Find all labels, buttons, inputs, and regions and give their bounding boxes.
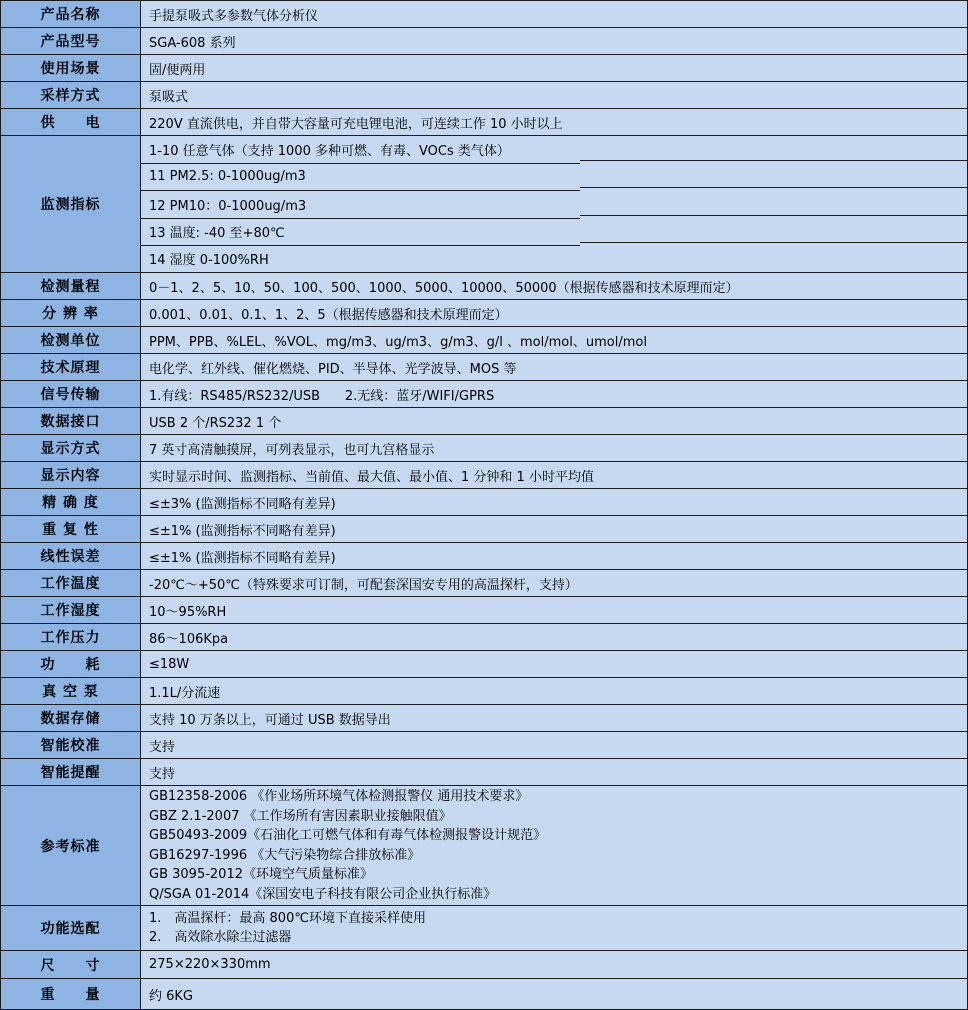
spec-row-detection-unit <box>1 327 967 354</box>
spec-row-resolution <box>1 300 967 327</box>
spec-label: 参考标准 <box>1 786 141 905</box>
spec-label: 精 确 度 <box>1 489 141 515</box>
spec-value: ≤±1% (监测指标不同略有差异) <box>141 543 967 569</box>
option-item: 1. 高温探杆：最高 800℃环境下直接采样使用 <box>149 910 426 926</box>
spec-row-repeatability <box>1 516 967 543</box>
spec-label: 显示内容 <box>1 462 141 488</box>
spec-row-smart-calibration <box>1 732 967 759</box>
spec-row-operating-pressure <box>1 624 967 651</box>
spec-row-linearity-error <box>1 543 967 570</box>
spec-label: 重 复 性 <box>1 516 141 542</box>
spec-label: 监测指标 <box>1 136 141 272</box>
spec-label: 分 辨 率 <box>1 300 141 326</box>
spec-value: 0－1、2、5、10、50、100、500、1000、5000、10000、50000（根据传感器和技术原理而定） <box>141 273 967 299</box>
spec-value: 1.有线：RS485/RS232/USB 2.无线：蓝牙/WIFI/GPRS <box>141 381 967 407</box>
monitoring-item: 11 PM2.5: 0-1000ug/m3 <box>141 163 967 190</box>
spec-value: 支持 <box>141 732 967 758</box>
standard-item: GB16297-1996 《大气污染物综合排放标准》 <box>149 847 421 863</box>
spec-label: 智能校准 <box>1 732 141 758</box>
spec-label: 供 电 <box>1 109 141 135</box>
spec-value: 实时显示时间、监测指标、当前值、最大值、最小值、1 分钟和 1 小时平均值 <box>141 462 967 488</box>
spec-value: 86～106Kpa <box>141 624 967 650</box>
spec-row-vacuum-pump <box>1 678 967 705</box>
spec-row-signal-transmission <box>1 381 967 408</box>
spec-label: 检测单位 <box>1 327 141 353</box>
spec-row-sampling-method <box>1 82 967 109</box>
monitoring-item: 1-10 任意气体（支持 1000 多种可燃、有毒、VOCs 类气体） <box>141 136 967 163</box>
spec-value: USB 2 个/RS232 1 个 <box>141 408 967 434</box>
spec-label: 功 耗 <box>1 651 141 677</box>
standards-list <box>141 786 967 905</box>
spec-value: ≤±3% (监测指标不同略有差异) <box>141 489 967 515</box>
standard-item: GBZ 2.1-2007 《工作场所有害因素职业接触限值》 <box>149 808 452 824</box>
monitoring-item: 12 PM10：0-1000ug/m3 <box>141 190 967 217</box>
spec-label: 智能提醒 <box>1 759 141 785</box>
spec-value: 275×220×330mm <box>141 951 967 978</box>
spec-row-monitoring-indicators <box>1 136 967 273</box>
spec-value: 220V 直流供电，并自带大容量可充电锂电池，可连续工作 10 小时以上 <box>141 109 967 135</box>
spec-label: 工作压力 <box>1 624 141 650</box>
spec-row-product-model <box>1 28 967 55</box>
standard-item: Q/SGA 01-2014《深国安电子科技有限公司企业执行标准》 <box>149 886 497 902</box>
spec-label: 尺 寸 <box>1 951 141 978</box>
spec-label: 显示方式 <box>1 435 141 461</box>
spec-value: 电化学、红外线、催化燃烧、PID、半导体、光学波导、MOS 等 <box>141 354 967 380</box>
spec-label: 数据存储 <box>1 705 141 731</box>
spec-value: -20℃～+50℃（特殊要求可订制，可配套深国安专用的高温探杆，支持） <box>141 570 967 596</box>
options-list <box>141 906 967 950</box>
spec-row-usage-scenario <box>1 55 967 82</box>
monitoring-item: 13 温度: -40 至+80℃ <box>141 218 967 245</box>
spec-row-accuracy <box>1 489 967 516</box>
spec-value: 10～95%RH <box>141 597 967 623</box>
monitoring-subrows <box>141 136 967 272</box>
spec-value: 手提泵吸式多参数气体分析仪 <box>141 1 967 27</box>
spec-label: 工作湿度 <box>1 597 141 623</box>
spec-row-display-content <box>1 462 967 489</box>
spec-row-reference-standards <box>1 786 967 906</box>
spec-value: ≤18W <box>141 651 967 677</box>
spec-value: 7 英寸高清触摸屏，可列表显示，也可九宫格显示 <box>141 435 967 461</box>
spec-label: 使用场景 <box>1 55 141 81</box>
standard-item: GB12358-2006 《作业场所环境气体检测报警仪 通用技术要求》 <box>149 789 529 804</box>
spec-row-dimensions <box>1 951 967 979</box>
spec-row-detection-range <box>1 273 967 300</box>
spec-row-operating-humidity <box>1 597 967 624</box>
spec-value: 泵吸式 <box>141 82 967 108</box>
spec-label: 线性误差 <box>1 543 141 569</box>
spec-value: 支持 10 万条以上，可通过 USB 数据导出 <box>141 705 967 731</box>
spec-row-technical-principle <box>1 354 967 381</box>
spec-value: SGA-608 系列 <box>141 28 967 54</box>
standard-item: GB 3095-2012《环境空气质量标准》 <box>149 867 373 882</box>
monitoring-item: 14 湿度 0-100%RH <box>149 252 269 268</box>
spec-label: 技术原理 <box>1 354 141 380</box>
spec-row-operating-temperature <box>1 570 967 597</box>
spec-value: 约 6KG <box>141 979 967 1009</box>
spec-row-power-supply <box>1 109 967 136</box>
spec-label: 检测量程 <box>1 273 141 299</box>
spec-row-smart-reminder <box>1 759 967 786</box>
spec-label: 信号传输 <box>1 381 141 407</box>
spec-label: 工作温度 <box>1 570 141 596</box>
spec-label: 重 量 <box>1 979 141 1009</box>
spec-value: 1.1L/分流速 <box>141 678 967 704</box>
spec-label: 功能选配 <box>1 906 141 950</box>
spec-value: 固/便两用 <box>141 55 967 81</box>
spec-label: 采样方式 <box>1 82 141 108</box>
spec-value: 支持 <box>141 759 967 785</box>
standard-item: GB50493-2009《石油化工可燃气体和有毒气体检测报警设计规范》 <box>149 828 547 843</box>
spec-row-weight <box>1 979 967 1009</box>
option-item: 2. 高效除水除尘过滤器 <box>149 930 292 945</box>
spec-value: 0.001、0.01、0.1、1、2、5（根据传感器和技术原理而定） <box>141 300 967 326</box>
spec-label: 产品型号 <box>1 28 141 54</box>
spec-row-power-consumption <box>1 651 967 678</box>
spec-label: 产品名称 <box>1 1 141 27</box>
spec-row-data-storage <box>1 705 967 732</box>
spec-value: ≤±1% (监测指标不同略有差异) <box>141 516 967 542</box>
spec-row-data-interface <box>1 408 967 435</box>
spec-value: PPM、PPB、%LEL、%VOL、mg/m3、ug/m3、g/m3、g/l 、mol/mol、umol/mol <box>141 327 967 353</box>
spec-label: 真 空 泵 <box>1 678 141 704</box>
spec-row-optional-features <box>1 906 967 951</box>
spec-row-display-mode <box>1 435 967 462</box>
spec-label: 数据接口 <box>1 408 141 434</box>
spec-row-product-name <box>1 1 967 28</box>
